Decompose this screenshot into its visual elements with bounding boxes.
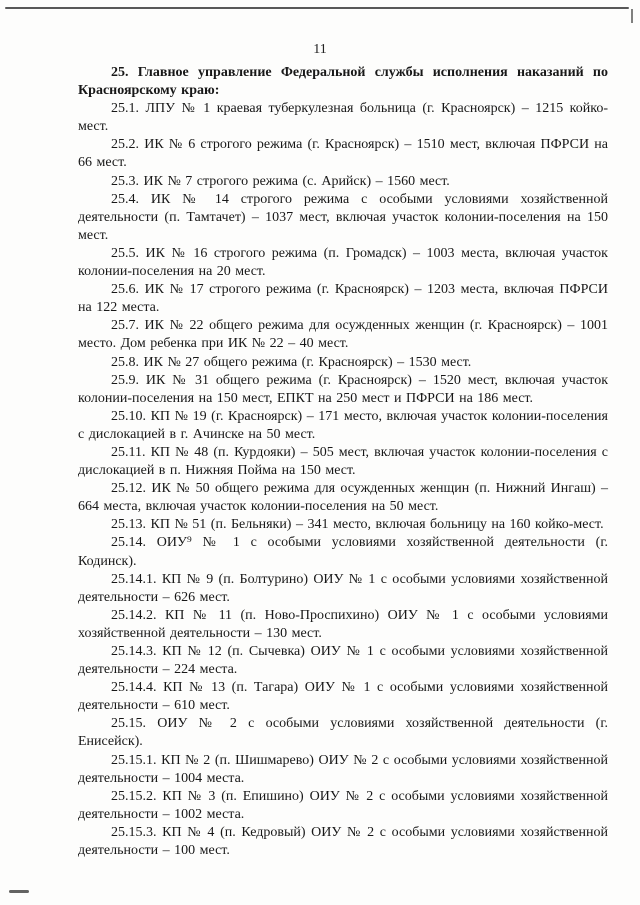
paragraph: 25.6. ИК № 17 строгого режима (г. Красноярск) – 1203 места, включая ПФРСИ на 122 места. (78, 282, 608, 316)
paragraph: 25.8. ИК № 27 общего режима (г. Красноярск) – 1530 мест. (111, 354, 472, 370)
paragraph: 25.15. ОИУ № 2 с особыми условиями хозяйственной деятельности (г. Енисейск). (78, 716, 608, 750)
paragraph: 25.2. ИК № 6 строгого режима (г. Красноярск) – 1510 мест, включая ПФРСИ на 66 мест. (78, 137, 608, 171)
paragraph: 25.14.4. КП № 13 (п. Тагара) ОИУ № 1 с особыми условиями хозяйственной деятельности – 610 мест. (78, 680, 608, 714)
paragraph: 25.5. ИК № 16 строгого режима (п. Громадск) – 1003 места, включая участок колонии-поселения на 20 мест. (78, 245, 608, 280)
heading-paragraph: 25. Главное управление Федеральной службы исполнения наказаний по Красноярскому краю: (78, 65, 608, 99)
paragraph: 25.14.3. КП № 12 (п. Сычевка) ОИУ № 1 с особыми условиями хозяйственной деятельности – 224 места. (78, 644, 608, 678)
paragraph: 25.7. ИК № 22 общего режима для осужденных женщин (г. Красноярск) – 1001 место. Дом ребенка при ИК № 22 – 40 мест. (78, 318, 608, 352)
paragraph: 25.14.2. КП № 11 (п. Ново-Проспихино) ОИУ № 1 с особыми условиями хозяйственной деятельности – 130 мест. (78, 607, 608, 641)
paragraph: 25.15.1. КП № 2 (п. Шишмарево) ОИУ № 2 с особыми условиями хозяйственной деятельности – 1004 места. (78, 752, 608, 786)
paragraph: 25.12. ИК № 50 общего режима для осужденных женщин (п. Нижний Ингаш) – 664 места, включая участок колонии-поселения на 50 мест. (78, 481, 608, 515)
paragraph: 25.3. ИК № 7 строгого режима (с. Арийск) – 1560 мест. (111, 173, 450, 189)
paragraph: 25.15.2. КП № 3 (п. Епишино) ОИУ № 2 с особыми условиями хозяйственной деятельности – 1002 места. (78, 788, 608, 822)
page-number: 11 (313, 42, 327, 57)
paragraph: 25.13. КП № 51 (п. Бельняки) – 341 место, включая больницу на 160 койко-мест. (111, 517, 604, 533)
paragraph: 25.9. ИК № 31 общего режима (г. Красноярск) – 1520 мест, включая участок колонии-поселения на 150 мест, ЕПКТ на 250 мест и ПФРСИ на 186 мест. (78, 372, 608, 406)
paragraph: 25.10. КП № 19 (г. Красноярск) – 171 место, включая участок колонии-поселения с дислокацией в г. Ачинске на 50 мест. (78, 408, 608, 442)
scan-corner-mark (631, 9, 633, 23)
paragraph: 25.1. ЛПУ № 1 краевая туберкулезная больница (г. Красноярск) – 1215 койко-мест. (78, 101, 608, 135)
scan-edge-line (5, 7, 629, 9)
scan-bottom-mark (9, 890, 29, 893)
paragraph: 25.14.1. КП № 9 (п. Болтурино) ОИУ № 1 с особыми условиями хозяйственной деятельности – 626 мест. (78, 571, 608, 605)
paragraph: 25.4. ИК № 14 строгого режима с особыми условиями хозяйственной деятельности (п. Тамтачет) – 1037 мест, включая участок колонии-поселения на 150 мест. (78, 191, 608, 243)
paragraph: 25.15.3. КП № 4 (п. Кедровый) ОИУ № 2 с особыми условиями хозяйственной деятельности – 100 мест. (78, 824, 608, 859)
paragraph: 25.14. ОИУ⁹ № 1 с особыми условиями хозяйственной деятельности (г. Кодинск). (78, 535, 608, 569)
document-body (78, 64, 608, 860)
paragraph: 25.11. КП № 48 (п. Курдояки) – 505 мест, включая участок колонии-поселения с дислокацией в п. Нижняя Пойма на 150 мест. (78, 444, 608, 479)
